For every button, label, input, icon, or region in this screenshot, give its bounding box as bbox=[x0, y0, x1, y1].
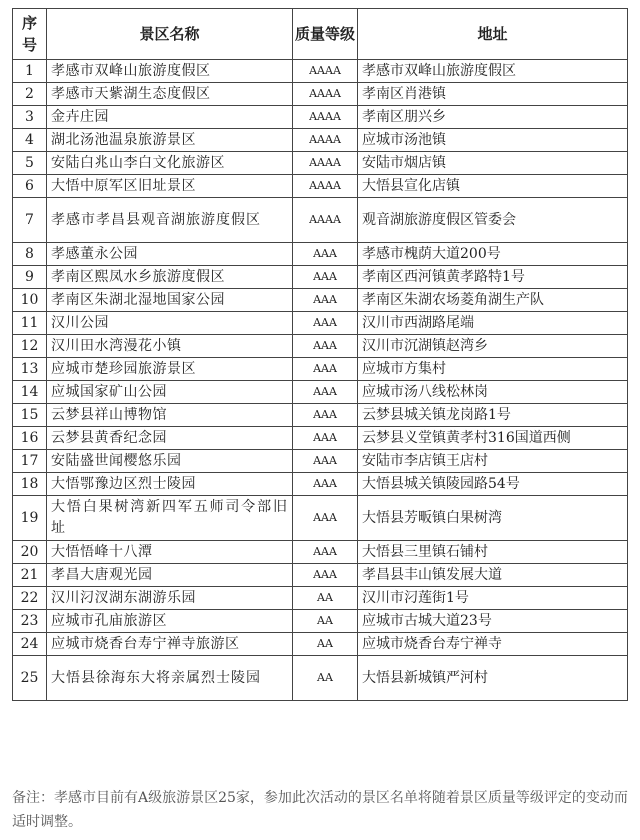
quality-grade: AA bbox=[293, 610, 358, 633]
scenic-name: 湖北汤池温泉旅游景区 bbox=[47, 129, 293, 152]
scenic-name: 应城市楚珍园旅游景区 bbox=[47, 358, 293, 381]
quality-grade: AAA bbox=[293, 541, 358, 564]
scenic-address: 大悟县宣化店镇 bbox=[358, 175, 628, 198]
row-number: 3 bbox=[13, 106, 47, 129]
scenic-address: 孝感市槐荫大道200号 bbox=[358, 243, 628, 266]
scenic-address: 孝感市双峰山旅游度假区 bbox=[358, 60, 628, 83]
scenic-address: 孝南区朋兴乡 bbox=[358, 106, 628, 129]
row-number: 7 bbox=[13, 198, 47, 243]
row-number: 9 bbox=[13, 266, 47, 289]
header-row bbox=[13, 9, 628, 60]
quality-grade: AAA bbox=[293, 358, 358, 381]
scenic-spots-table bbox=[12, 8, 628, 701]
table-body bbox=[13, 60, 628, 701]
table-row bbox=[13, 496, 628, 541]
row-number: 11 bbox=[13, 312, 47, 335]
scenic-address: 汉川市西湖路尾端 bbox=[358, 312, 628, 335]
quality-grade: AA bbox=[293, 633, 358, 656]
quality-grade: AAA bbox=[293, 381, 358, 404]
table-row bbox=[13, 289, 628, 312]
table-row bbox=[13, 60, 628, 83]
quality-grade: AAA bbox=[293, 289, 358, 312]
row-number: 1 bbox=[13, 60, 47, 83]
footnote: 备注：孝感市目前有A级旅游景区25家，参加此次活动的景区名单将随着景区质量等级评定的变动而适时调整。 bbox=[12, 790, 628, 830]
quality-grade: AA bbox=[293, 587, 358, 610]
scenic-address: 大悟县新城镇严河村 bbox=[358, 656, 628, 701]
quality-grade: AAAA bbox=[293, 198, 358, 243]
scenic-address: 大悟县城关镇陵园路54号 bbox=[358, 473, 628, 496]
row-number: 19 bbox=[13, 496, 47, 541]
row-number: 24 bbox=[13, 633, 47, 656]
table-row bbox=[13, 358, 628, 381]
scenic-address: 安陆市烟店镇 bbox=[358, 152, 628, 175]
quality-grade: AAA bbox=[293, 404, 358, 427]
row-number: 25 bbox=[13, 656, 47, 701]
table-row bbox=[13, 312, 628, 335]
table-row bbox=[13, 541, 628, 564]
scenic-address: 云梦县义堂镇黄孝村316国道西侧 bbox=[358, 427, 628, 450]
scenic-name: 金卉庄园 bbox=[47, 106, 293, 129]
table-row bbox=[13, 83, 628, 106]
table-row bbox=[13, 633, 628, 656]
table-row bbox=[13, 152, 628, 175]
row-number: 6 bbox=[13, 175, 47, 198]
row-number: 12 bbox=[13, 335, 47, 358]
quality-grade: AAA bbox=[293, 312, 358, 335]
quality-grade: AAA bbox=[293, 335, 358, 358]
scenic-name: 安陆盛世闻樱悠乐园 bbox=[47, 450, 293, 473]
row-number: 18 bbox=[13, 473, 47, 496]
row-number: 5 bbox=[13, 152, 47, 175]
table-row bbox=[13, 450, 628, 473]
scenic-address: 观音湖旅游度假区管委会 bbox=[358, 198, 628, 243]
table-row bbox=[13, 427, 628, 450]
row-number: 16 bbox=[13, 427, 47, 450]
scenic-name: 孝感市天紫湖生态度假区 bbox=[47, 83, 293, 106]
row-number: 23 bbox=[13, 610, 47, 633]
scenic-address: 大悟县芳畈镇白果树湾 bbox=[358, 496, 628, 541]
row-number: 4 bbox=[13, 129, 47, 152]
row-number: 13 bbox=[13, 358, 47, 381]
table-row bbox=[13, 564, 628, 587]
quality-grade: AAAA bbox=[293, 83, 358, 106]
table-row bbox=[13, 198, 628, 243]
row-number: 22 bbox=[13, 587, 47, 610]
table-row bbox=[13, 473, 628, 496]
scenic-name: 云梦县黄香纪念园 bbox=[47, 427, 293, 450]
scenic-name: 应城国家矿山公园 bbox=[47, 381, 293, 404]
table-row bbox=[13, 175, 628, 198]
scenic-address: 云梦县城关镇龙岗路1号 bbox=[358, 404, 628, 427]
scenic-address: 应城市古城大道23号 bbox=[358, 610, 628, 633]
table-row bbox=[13, 381, 628, 404]
row-number: 17 bbox=[13, 450, 47, 473]
scenic-name: 汉川田水湾漫花小镇 bbox=[47, 335, 293, 358]
quality-grade: AAAA bbox=[293, 175, 358, 198]
header-no: 序号 bbox=[13, 9, 47, 60]
row-number: 8 bbox=[13, 243, 47, 266]
scenic-address: 安陆市李店镇王店村 bbox=[358, 450, 628, 473]
row-number: 10 bbox=[13, 289, 47, 312]
quality-grade: AA bbox=[293, 656, 358, 701]
scenic-name: 大悟县徐海东大将亲属烈士陵园 bbox=[47, 656, 293, 701]
table-row bbox=[13, 129, 628, 152]
table-row bbox=[13, 106, 628, 129]
table-row bbox=[13, 404, 628, 427]
scenic-name: 孝昌大唐观光园 bbox=[47, 564, 293, 587]
header-grade: 质量等级 bbox=[293, 9, 358, 60]
scenic-name: 大悟鄂豫边区烈士陵园 bbox=[47, 473, 293, 496]
quality-grade: AAAA bbox=[293, 106, 358, 129]
scenic-name: 大悟白果树湾新四军五师司令部旧址 bbox=[47, 496, 293, 541]
table-header bbox=[13, 9, 628, 60]
row-number: 2 bbox=[13, 83, 47, 106]
scenic-name: 汉川公园 bbox=[47, 312, 293, 335]
table-row bbox=[13, 335, 628, 358]
scenic-name: 孝南区朱湖北湿地国家公园 bbox=[47, 289, 293, 312]
quality-grade: AAA bbox=[293, 450, 358, 473]
table-row bbox=[13, 266, 628, 289]
quality-grade: AAA bbox=[293, 473, 358, 496]
scenic-name: 汉川汈汊湖东湖游乐园 bbox=[47, 587, 293, 610]
row-number: 21 bbox=[13, 564, 47, 587]
row-number: 14 bbox=[13, 381, 47, 404]
quality-grade: AAA bbox=[293, 266, 358, 289]
scenic-address: 应城市方集村 bbox=[358, 358, 628, 381]
header-address: 地址 bbox=[358, 9, 628, 60]
scenic-name: 孝南区熙凤水乡旅游度假区 bbox=[47, 266, 293, 289]
quality-grade: AAA bbox=[293, 564, 358, 587]
quality-grade: AAA bbox=[293, 427, 358, 450]
scenic-address: 孝南区西河镇黄孝路特1号 bbox=[358, 266, 628, 289]
quality-grade: AAAA bbox=[293, 129, 358, 152]
scenic-address: 应城市汤八线松林岗 bbox=[358, 381, 628, 404]
scenic-address: 孝南区肖港镇 bbox=[358, 83, 628, 106]
scenic-name: 安陆白兆山李白文化旅游区 bbox=[47, 152, 293, 175]
scenic-name: 孝感市双峰山旅游度假区 bbox=[47, 60, 293, 83]
scenic-address: 应城市烧香台寿宁禅寺 bbox=[358, 633, 628, 656]
quality-grade: AAAA bbox=[293, 60, 358, 83]
scenic-name: 大悟中原军区旧址景区 bbox=[47, 175, 293, 198]
scenic-name: 应城市烧香台寿宁禅寺旅游区 bbox=[47, 633, 293, 656]
table-row bbox=[13, 243, 628, 266]
scenic-address: 孝昌县丰山镇发展大道 bbox=[358, 564, 628, 587]
scenic-name: 孝感市孝昌县观音湖旅游度假区 bbox=[47, 198, 293, 243]
row-number: 15 bbox=[13, 404, 47, 427]
header-name: 景区名称 bbox=[47, 9, 293, 60]
scenic-name: 孝感董永公园 bbox=[47, 243, 293, 266]
table-row bbox=[13, 610, 628, 633]
quality-grade: AAA bbox=[293, 496, 358, 541]
quality-grade: AAA bbox=[293, 243, 358, 266]
scenic-address: 大悟县三里镇石铺村 bbox=[358, 541, 628, 564]
scenic-name: 云梦县祥山博物馆 bbox=[47, 404, 293, 427]
table-row bbox=[13, 656, 628, 701]
row-number: 20 bbox=[13, 541, 47, 564]
scenic-name: 大悟悟峰十八潭 bbox=[47, 541, 293, 564]
quality-grade: AAAA bbox=[293, 152, 358, 175]
scenic-address: 汉川市沉湖镇赵湾乡 bbox=[358, 335, 628, 358]
table-row bbox=[13, 587, 628, 610]
scenic-name: 应城市孔庙旅游区 bbox=[47, 610, 293, 633]
scenic-address: 孝南区朱湖农场菱角湖生产队 bbox=[358, 289, 628, 312]
scenic-address: 汉川市汈莲街1号 bbox=[358, 587, 628, 610]
scenic-address: 应城市汤池镇 bbox=[358, 129, 628, 152]
